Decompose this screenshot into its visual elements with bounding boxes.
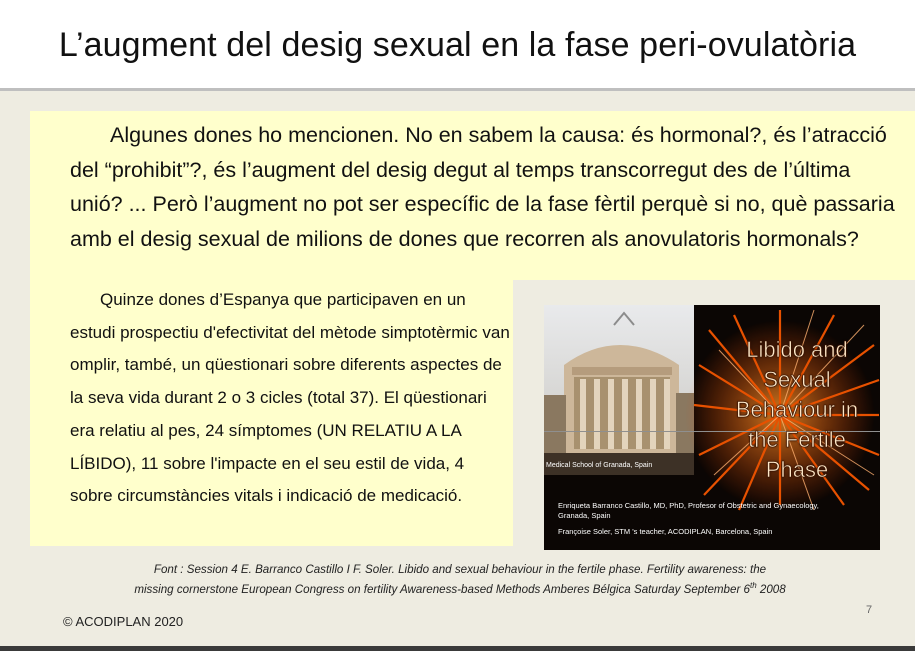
- header-divider: [0, 88, 915, 91]
- study-paragraph: [70, 284, 510, 513]
- slide-title: L’augment del desig sexual en la fase peri-ovulatòria: [58, 26, 857, 64]
- main-paragraph: [70, 118, 905, 256]
- page-number: 7: [866, 604, 873, 616]
- bottom-divider: [0, 646, 915, 651]
- study-paragraph-text: Quinze dones d’Espanya que participaven en un estudi prospectiu d'efectivitat del mètode simptotèrmic van omplir, també, un qüestionari sobre diferents aspectes de la seva vida durant 2 o 3 cicles (total 37). El qüestionari era relatiu al pes, 24 símptomes (UN RELATIU A LA LÍBIDO), 11 sobre l'impacte en el seu estil de vida, 4 sobre circumstàncies vitals i indicació de medicació.: [70, 290, 510, 506]
- image-title: [712, 335, 880, 485]
- image-credit-primary: [558, 501, 878, 521]
- source-line-text: missing cornerstone European Congress on fertility Awareness-based Methods Amberes Bélgica Saturday September 6: [134, 582, 750, 596]
- image-credit-secondary: Françoise Soler, STM 's teacher, ACODIPLAN, Barcelona, Spain: [558, 527, 773, 536]
- image-credit-line: Granada, Spain: [558, 511, 611, 520]
- image-credit-line: Enriqueta Barranco Castillo, MD, PhD, Profesor of Obstetric and Gynaecology,: [558, 501, 819, 510]
- main-paragraph-text: Algunes dones ho mencionen. No en sabem la causa: és hormonal?, és l’atracció del “prohibit”?, és l’augment del desig degut al temps transcorregut des de l’última unió? ... Però l’augment no pot ser específic de la fase fèrtil perquè si no, què passaria amb el desig sexual de milions de dones que recorren als anovulatoris hormonals?: [70, 123, 895, 251]
- image-title-line: Libido and: [746, 337, 848, 362]
- image-title-line: the Fertile: [748, 427, 846, 452]
- image-title-line: Behaviour in: [735, 397, 859, 422]
- building-photo: [544, 305, 694, 475]
- presentation-image: [544, 305, 880, 550]
- source-citation: [40, 562, 880, 598]
- copyright-notice: © ACODIPLAN 2020: [63, 614, 184, 629]
- source-line: Font : Session 4 E. Barranco Castillo I F. Soler. Libido and sexual behaviour in the fertile phase. Fertility awareness: the: [153, 563, 767, 576]
- image-title-line: Phase: [765, 457, 829, 482]
- source-line: [40, 578, 880, 598]
- building-caption: Medical School of Granada, Spain: [546, 462, 653, 469]
- source-line-superscript: th: [749, 581, 757, 590]
- image-title-line: Sexual: [763, 367, 831, 392]
- source-line-year: 2008: [756, 582, 786, 596]
